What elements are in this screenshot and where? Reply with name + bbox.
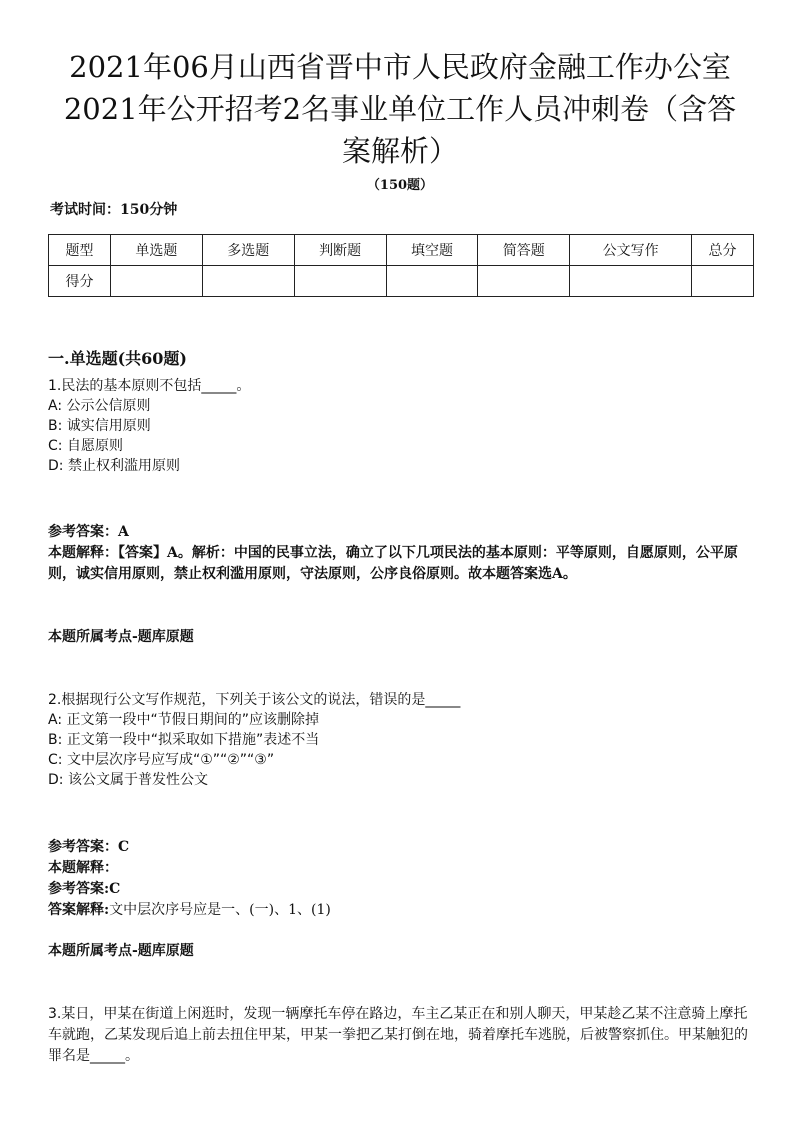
score-table-header-row <box>49 235 754 266</box>
option-c: C: 文中层次序号应写成“①”“②”“③” <box>48 752 275 768</box>
option-c: C: 自愿原则 <box>48 438 123 454</box>
explanation-2 <box>48 900 758 921</box>
explanation-text: 【答案】A。解析：中国的民事立法，确立了以下几项民法的基本原则：平等原则，自愿原则，公平原则，诚实信用原则，禁止权利滥用原则，守法原则，公序良俗原则。故本题答案选A。 <box>48 545 738 582</box>
option-a: A: 公示公信原则 <box>48 398 151 414</box>
score-cell <box>570 266 692 297</box>
question-stem: 1.民法的基本原则不包括_____。 <box>48 378 251 394</box>
explanation-label: 本题解释： <box>48 545 118 561</box>
score-header-cell: 总分 <box>692 235 754 266</box>
option-a: A: 正文第一段中“节假日期间的”应该删除掉 <box>48 712 320 728</box>
title-line-2: 2021年公开招考2名事业单位工作人员冲刺卷（含答 <box>63 92 737 126</box>
score-header-cell: 单选题 <box>110 235 202 266</box>
explanation-label: 答案解释: <box>48 902 110 918</box>
score-cell <box>692 266 754 297</box>
score-table <box>48 234 754 297</box>
question-2 <box>48 690 758 790</box>
question-3 <box>48 1004 758 1067</box>
explanation-2-label: 本题解释： <box>48 860 118 876</box>
option-d: D: 禁止权利滥用原则 <box>48 458 180 474</box>
score-cell <box>294 266 386 297</box>
score-header-cell: 题型 <box>49 235 111 266</box>
title-line-1: 2021年06月山西省晋中市人民政府金融工作办公室 <box>69 50 731 84</box>
score-header-cell: 简答题 <box>478 235 570 266</box>
option-b: B: 正文第一段中“拟采取如下措施”表述不当 <box>48 732 320 748</box>
answer-2-repeat: 参考答案:C <box>48 881 121 897</box>
score-cell <box>386 266 478 297</box>
explanation-text: 文中层次序号应是一、(一)、1、(1) <box>109 902 331 918</box>
question-stem: 3.某日，甲某在街道上闲逛时，发现一辆摩托车停在路边，车主乙某正在和别人聊天，甲某趁乙某不注意骑上摩托车就跑，乙某发现后追上前去扭住甲某，甲某一拳把乙某打倒在地，骑着摩托车逃脱，后被警察抓住。甲某触犯的罪名是_____。 <box>48 1006 748 1064</box>
explanation-1 <box>48 543 758 585</box>
topic-2: 本题所属考点-题库原题 <box>48 943 194 959</box>
score-header-cell: 填空题 <box>386 235 478 266</box>
option-d: D: 该公文属于普发性公文 <box>48 772 208 788</box>
score-row-label: 得分 <box>49 266 111 297</box>
score-cell <box>110 266 202 297</box>
answer-1: 参考答案：A <box>48 524 129 540</box>
question-stem: 2.根据现行公文写作规范，下列关于该公文的说法，错误的是_____ <box>48 692 461 708</box>
score-table-score-row <box>49 266 754 297</box>
question-1 <box>48 376 758 476</box>
answer-2: 参考答案：C <box>48 839 130 855</box>
exam-time: 考试时间：150分钟 <box>50 202 178 218</box>
document-title <box>40 46 760 172</box>
title-line-3: 案解析） <box>341 134 458 168</box>
topic-1: 本题所属考点-题库原题 <box>48 629 194 645</box>
section-title: 一.单选题(共60题) <box>48 349 187 368</box>
score-cell <box>202 266 294 297</box>
score-header-cell: 多选题 <box>202 235 294 266</box>
option-b: B: 诚实信用原则 <box>48 418 151 434</box>
question-count: （150题） <box>366 178 434 193</box>
score-header-cell: 判断题 <box>294 235 386 266</box>
score-header-cell: 公文写作 <box>570 235 692 266</box>
score-cell <box>478 266 570 297</box>
